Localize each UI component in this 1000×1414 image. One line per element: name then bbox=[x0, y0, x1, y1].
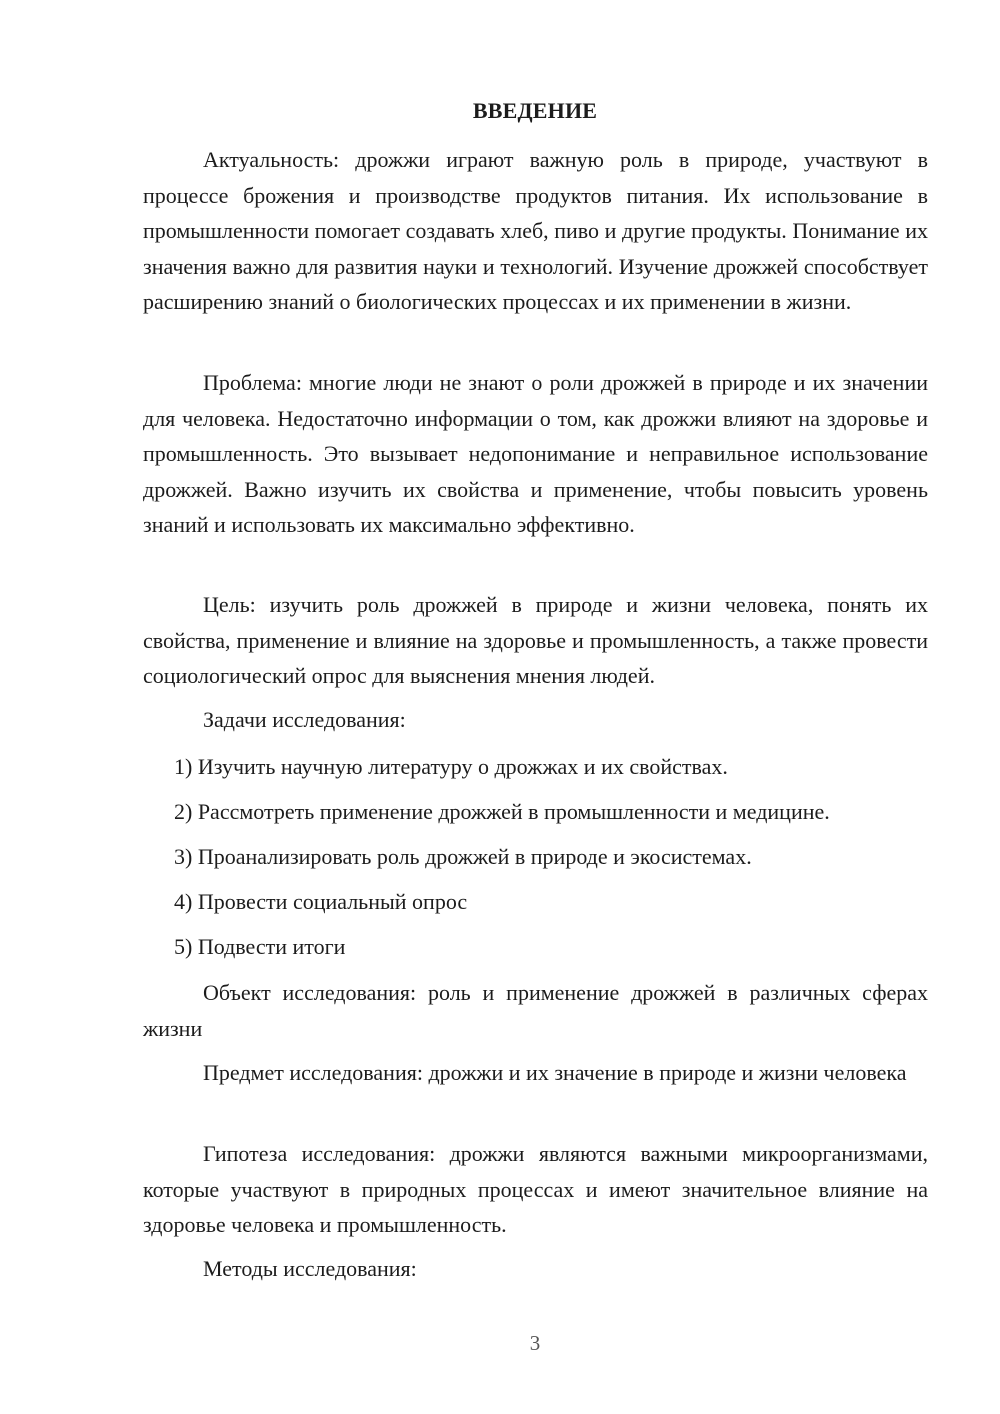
relevance-paragraph: Актуальность: дрожжи играют важную роль в природе, участвуют в процессе брожения и производстве продуктов питания. Их использование в промышленности помогает создавать хлеб, пиво и другие продукты. Понимание их значения важно для развития науки и технологий. Изучение дрожжей способствует расширению знаний о биологических процессах и их применении в жизни. bbox=[143, 147, 928, 314]
task-item: 5) Подвести итоги bbox=[174, 934, 346, 959]
page-title: ВВЕДЕНИЕ bbox=[472, 98, 598, 123]
object-paragraph: Объект исследования: роль и применение дрожжей в различных сферах жизни bbox=[143, 980, 928, 1041]
tasks-title: Задачи исследования: bbox=[203, 707, 406, 732]
task-item: 3) Проанализировать роль дрожжей в природе и экосистемах. bbox=[174, 844, 752, 869]
task-item: 2) Рассмотреть применение дрожжей в промышленности и медицине. bbox=[174, 799, 830, 824]
hypothesis-paragraph: Гипотеза исследования: дрожжи являются важными микроорганизмами, которые участвуют в природных процессах и имеют значительное влияние на здоровье человека и промышленность. bbox=[143, 1141, 928, 1237]
problem-paragraph: Проблема: многие люди не знают о роли дрожжей в природе и их значении для человека. Недостаточно информации о том, как дрожжи влияют на здоровье и промышленность. Это вызывает недопонимание и неправильное использование дрожжей. Важно изучить их свойства и применение, чтобы повысить уровень знаний и использовать их максимально эффективно. bbox=[143, 370, 928, 537]
page-number: 3 bbox=[529, 1331, 541, 1355]
methods-title: Методы исследования: bbox=[203, 1256, 417, 1281]
task-item: 4) Провести социальный опрос bbox=[174, 889, 468, 914]
task-item: 1) Изучить научную литературу о дрожжах и их свойствах. bbox=[174, 754, 728, 779]
subject-paragraph: Предмет исследования: дрожжи и их значение в природе и жизни человека bbox=[203, 1060, 907, 1085]
goal-paragraph: Цель: изучить роль дрожжей в природе и жизни человека, понять их свойства, применение и влияние на здоровье и промышленность, а также провести социологический опрос для выяснения мнения людей. bbox=[143, 592, 928, 688]
